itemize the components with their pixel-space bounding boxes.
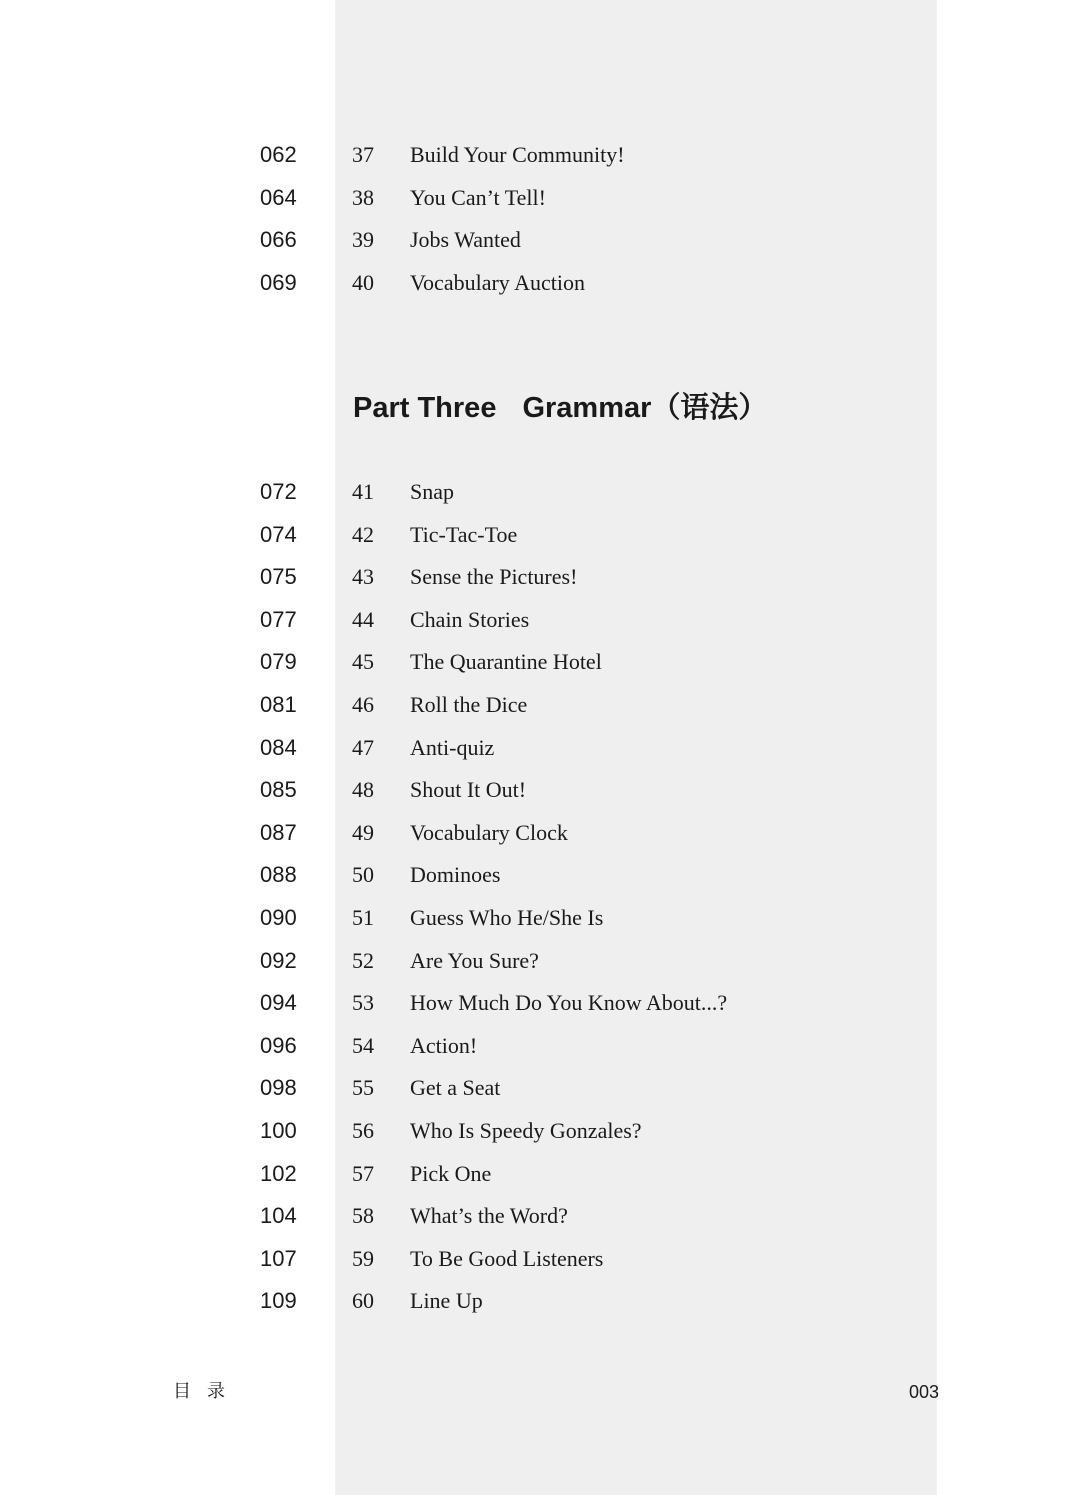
toc-entry-page: 088 bbox=[260, 862, 297, 888]
toc-entry-title: Roll the Dice bbox=[410, 691, 528, 717]
toc-entry-page: 098 bbox=[260, 1075, 297, 1101]
toc-entry-title: Build Your Community! bbox=[410, 142, 625, 167]
toc-entry-title: Vocabulary Clock bbox=[410, 819, 568, 845]
toc-entry-page: 069 bbox=[260, 269, 297, 295]
toc-entry-page: 087 bbox=[260, 819, 297, 845]
toc-entry-number: 44 bbox=[352, 606, 374, 632]
toc-entry-page: 090 bbox=[260, 904, 297, 930]
toc-entry-title: Who Is Speedy Gonzales? bbox=[410, 1117, 642, 1143]
part-title: Grammar bbox=[522, 392, 652, 424]
toc-entry-number: 57 bbox=[352, 1160, 374, 1186]
toc-entry-title: How Much Do You Know About...? bbox=[410, 990, 728, 1016]
toc-entry-number: 38 bbox=[352, 184, 374, 210]
toc-entry bbox=[0, 776, 1080, 819]
toc-entry bbox=[0, 861, 1080, 904]
toc-entry bbox=[0, 989, 1080, 1032]
toc-entry bbox=[0, 734, 1080, 777]
toc-entry-page: 094 bbox=[260, 990, 297, 1016]
toc-entry bbox=[0, 606, 1080, 649]
toc-entry bbox=[0, 1245, 1080, 1288]
toc-entry-title: Get a Seat bbox=[410, 1075, 501, 1101]
toc-entry bbox=[0, 904, 1080, 947]
toc-entry bbox=[0, 1074, 1080, 1117]
toc-entry bbox=[0, 691, 1080, 734]
toc-entry-number: 49 bbox=[352, 819, 374, 845]
toc-entry-number: 37 bbox=[352, 142, 374, 167]
toc-entry-page: 109 bbox=[260, 1288, 297, 1314]
toc-entry-page: 081 bbox=[260, 691, 297, 717]
toc-entry-title: Anti-quiz bbox=[410, 734, 495, 760]
toc-entry bbox=[0, 819, 1080, 862]
toc-entry-title: Tic-Tac-Toe bbox=[410, 521, 518, 547]
toc-entry-page: 066 bbox=[260, 227, 297, 253]
toc-entry-page: 075 bbox=[260, 564, 297, 590]
toc-entry-number: 43 bbox=[352, 564, 374, 590]
toc-entry-title: Line Up bbox=[410, 1288, 483, 1314]
toc-entry-number: 39 bbox=[352, 227, 374, 253]
toc-entry-title: The Quarantine Hotel bbox=[410, 649, 602, 675]
toc-entry-page: 102 bbox=[260, 1160, 297, 1186]
toc-entry-title: Sense the Pictures! bbox=[410, 564, 578, 590]
toc-entry-title: To Be Good Listeners bbox=[410, 1245, 604, 1271]
toc-entry-title: Jobs Wanted bbox=[410, 227, 521, 253]
toc-entry-title: Are You Sure? bbox=[410, 947, 539, 973]
toc-entry bbox=[0, 1160, 1080, 1203]
toc-entry bbox=[0, 563, 1080, 606]
toc-entry-page: 079 bbox=[260, 649, 297, 675]
toc-entry bbox=[0, 1202, 1080, 1245]
toc-entry-title: Snap bbox=[410, 479, 454, 504]
toc-entry-title: What’s the Word? bbox=[410, 1203, 568, 1229]
toc-entry bbox=[0, 648, 1080, 691]
toc-entry-number: 55 bbox=[352, 1075, 374, 1101]
footer-page-number: 003 bbox=[909, 1382, 940, 1402]
toc-entry-title: Guess Who He/She Is bbox=[410, 904, 604, 930]
toc-entry-page: 084 bbox=[260, 734, 297, 760]
part-subtitle: （语法） bbox=[651, 392, 768, 424]
toc-entry-number: 54 bbox=[352, 1032, 374, 1058]
toc-entry-number: 41 bbox=[352, 479, 374, 504]
toc-entry-page: 096 bbox=[260, 1032, 297, 1058]
toc-entry-number: 58 bbox=[352, 1203, 374, 1229]
toc-entry bbox=[0, 521, 1080, 564]
toc-entry-page: 064 bbox=[260, 184, 297, 210]
toc-entry bbox=[0, 478, 1080, 521]
toc-entry-page: 085 bbox=[260, 777, 297, 803]
toc-entry-title: Action! bbox=[410, 1032, 478, 1058]
toc-entry-page: 100 bbox=[260, 1117, 297, 1143]
toc-entry-title: You Can’t Tell! bbox=[410, 184, 546, 210]
footer-section-label: 目录 bbox=[173, 1381, 241, 1402]
toc-entry-title: Shout It Out! bbox=[410, 777, 527, 803]
toc-entry-page: 092 bbox=[260, 947, 297, 973]
toc-entry-page: 074 bbox=[260, 521, 297, 547]
toc-entry-number: 47 bbox=[352, 734, 374, 760]
toc-entry-title: Pick One bbox=[410, 1160, 492, 1186]
toc-entry-page: 077 bbox=[260, 606, 297, 632]
toc-entry bbox=[0, 1032, 1080, 1075]
toc-entry-number: 45 bbox=[352, 649, 374, 675]
toc-entry-number: 53 bbox=[352, 990, 374, 1016]
toc-entry-number: 52 bbox=[352, 947, 374, 973]
toc-entry-number: 59 bbox=[352, 1245, 374, 1271]
toc-entry bbox=[0, 226, 1080, 269]
toc-entry-number: 46 bbox=[352, 691, 374, 717]
toc-entry-number: 56 bbox=[352, 1117, 374, 1143]
part-label: Part Three bbox=[353, 392, 497, 424]
toc-entry-number: 40 bbox=[352, 269, 374, 295]
toc-entry-page: 104 bbox=[260, 1203, 297, 1229]
toc-entry-number: 50 bbox=[352, 862, 374, 888]
toc-list-grammar bbox=[0, 478, 1080, 1330]
toc-entry-title: Chain Stories bbox=[410, 606, 530, 632]
toc-entry-number: 42 bbox=[352, 521, 374, 547]
part-three-heading bbox=[353, 388, 767, 428]
toc-entry bbox=[0, 141, 1080, 184]
toc-entry bbox=[0, 947, 1080, 990]
toc-entry-title: Dominoes bbox=[410, 862, 501, 888]
toc-entry-title: Vocabulary Auction bbox=[410, 269, 585, 295]
toc-entry-page: 062 bbox=[260, 142, 297, 167]
toc-entry bbox=[0, 184, 1080, 227]
toc-entry-number: 48 bbox=[352, 777, 374, 803]
toc-entry-page: 107 bbox=[260, 1245, 297, 1271]
toc-list-vocabulary bbox=[0, 141, 1080, 311]
toc-entry-page: 072 bbox=[260, 479, 297, 504]
toc-entry bbox=[0, 269, 1080, 312]
toc-entry-number: 60 bbox=[352, 1288, 374, 1314]
toc-entry bbox=[0, 1287, 1080, 1330]
toc-entry bbox=[0, 1117, 1080, 1160]
toc-entry-number: 51 bbox=[352, 904, 374, 930]
